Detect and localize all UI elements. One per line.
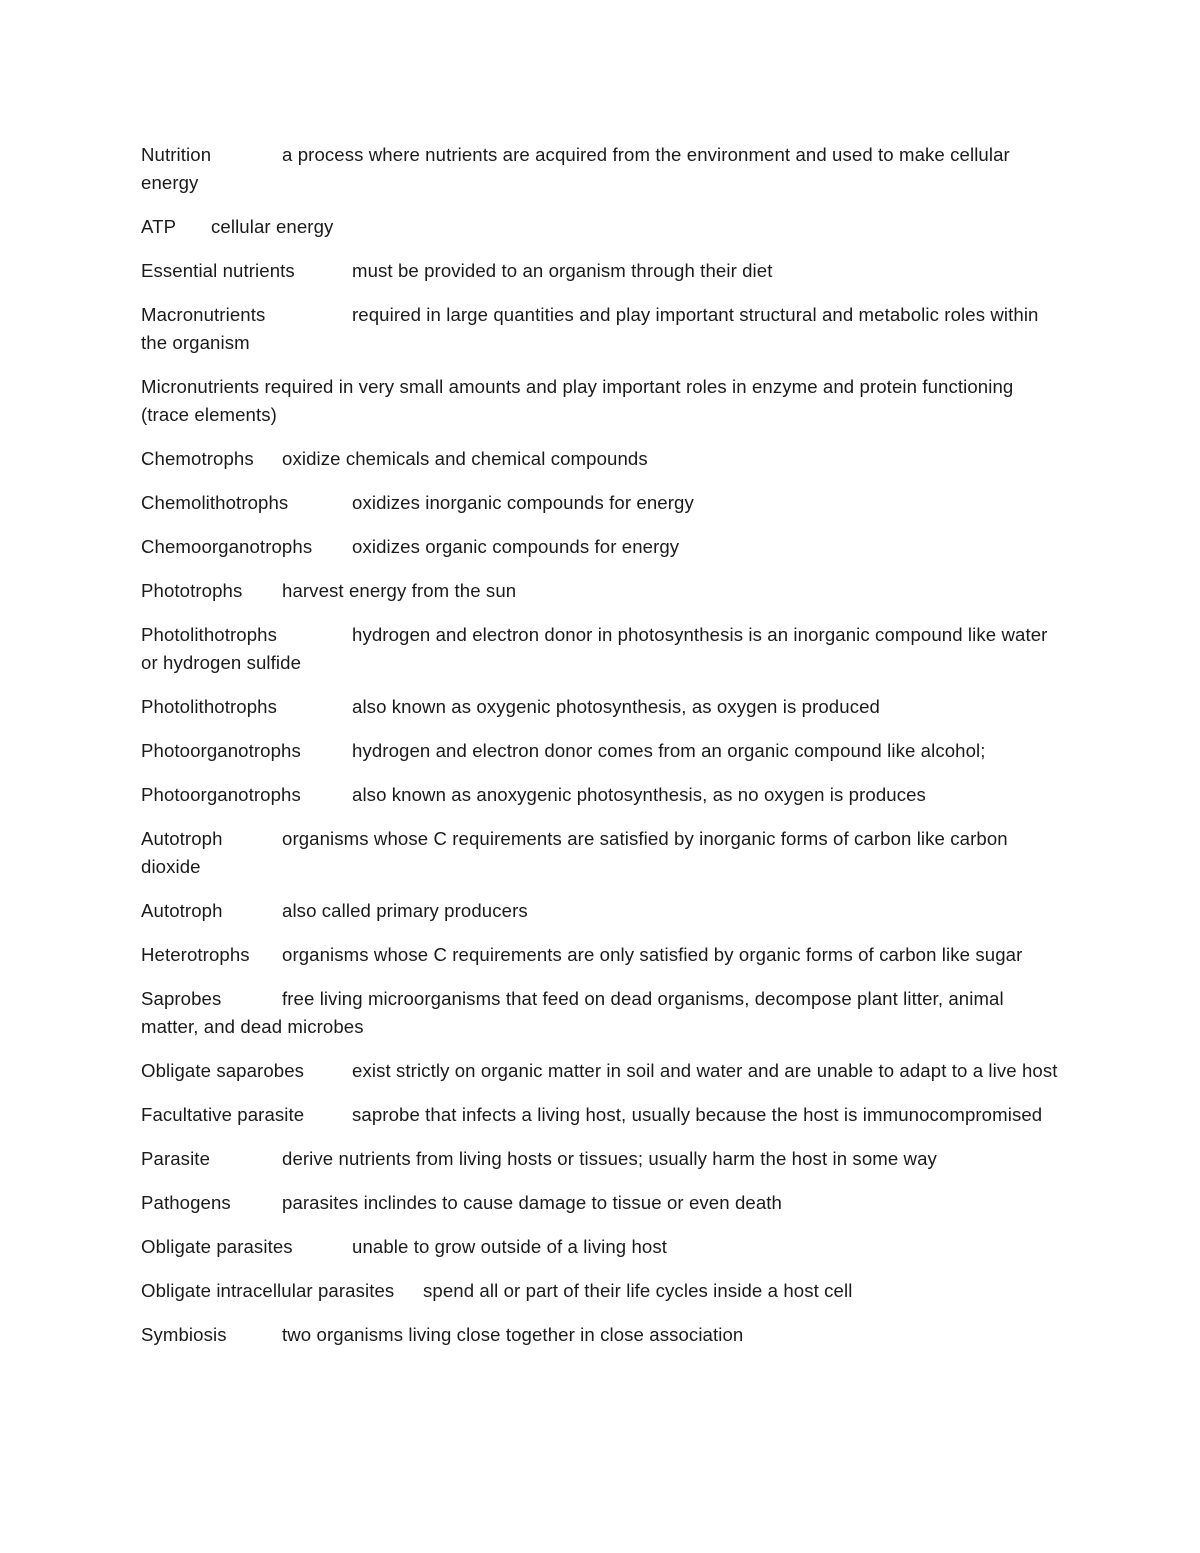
entry-term: Micronutrients: [141, 376, 260, 397]
glossary-entry: [141, 941, 1059, 969]
glossary-entry: [141, 1145, 1059, 1173]
entry-term: Chemolithotrophs: [141, 492, 289, 513]
entry-term: Facultative parasite: [141, 1104, 305, 1125]
glossary-entry: [141, 737, 1059, 765]
entry-term: Obligate intracellular parasites: [141, 1280, 395, 1301]
glossary-entry: [141, 373, 1059, 429]
glossary-entry: [141, 577, 1059, 605]
glossary-entry: [141, 897, 1059, 925]
entry-definition: a process where nutrients are acquired from the environment and used to make cellular energy: [141, 144, 1010, 193]
entry-term: Saprobes: [141, 988, 222, 1009]
glossary-entry: [141, 693, 1059, 721]
glossary-entry: [141, 1277, 1059, 1305]
entry-definition: oxidizes inorganic compounds for energy: [352, 492, 694, 513]
glossary-entry: [141, 1101, 1059, 1129]
glossary-entry: [141, 301, 1059, 357]
entry-definition: hydrogen and electron donor comes from an organic compound like alcohol;: [352, 740, 986, 761]
glossary-entry: [141, 825, 1059, 881]
glossary-entry: [141, 257, 1059, 285]
entry-definition: unable to grow outside of a living host: [352, 1236, 668, 1257]
entry-term: Phototrophs: [141, 580, 243, 601]
entry-definition: also known as anoxygenic photosynthesis, as no oxygen is produces: [352, 784, 926, 805]
entry-term: Nutrition: [141, 144, 212, 165]
entry-term: Autotroph: [141, 900, 223, 921]
entry-definition: organisms whose C requirements are only satisfied by organic forms of carbon like sugar: [282, 944, 1023, 965]
entry-definition: saprobe that infects a living host, usually because the host is immunocompromised: [352, 1104, 1043, 1125]
glossary-entry: [141, 533, 1059, 561]
entry-definition: parasites inclindes to cause damage to tissue or even death: [282, 1192, 782, 1213]
entry-term: Photoorganotrophs: [141, 740, 301, 761]
entry-term: Pathogens: [141, 1192, 231, 1213]
glossary-entry: [141, 1321, 1059, 1349]
entry-definition: exist strictly on organic matter in soil and water and are unable to adapt to a live host: [352, 1060, 1058, 1081]
entry-definition: also known as oxygenic photosynthesis, as oxygen is produced: [352, 696, 880, 717]
glossary-entry: [141, 213, 1059, 241]
entry-definition: oxidize chemicals and chemical compounds: [282, 448, 648, 469]
entry-definition: cellular energy: [211, 216, 334, 237]
entry-definition: oxidizes organic compounds for energy: [352, 536, 680, 557]
entry-term: Chemotrophs: [141, 448, 254, 469]
entry-term: Photolithotrophs: [141, 624, 277, 645]
entry-definition: must be provided to an organism through their diet: [352, 260, 773, 281]
entry-definition: free living microorganisms that feed on dead organisms, decompose plant litter, animal matter, and dead microbes: [141, 988, 1004, 1037]
entry-definition: hydrogen and electron donor in photosynthesis is an inorganic compound like water or hydrogen sulfide: [141, 624, 1048, 673]
glossary-list: [141, 141, 1059, 1365]
entry-definition: derive nutrients from living hosts or tissues; usually harm the host in some way: [282, 1148, 937, 1169]
entry-term: Heterotrophs: [141, 944, 250, 965]
entry-definition: required in large quantities and play important structural and metabolic roles within the organism: [141, 304, 1039, 353]
glossary-entry: [141, 621, 1059, 677]
glossary-entry: [141, 489, 1059, 517]
entry-definition: two organisms living close together in close association: [282, 1324, 744, 1345]
entry-definition: spend all or part of their life cycles inside a host cell: [423, 1280, 853, 1301]
entry-term: Parasite: [141, 1148, 211, 1169]
entry-term: Essential nutrients: [141, 260, 295, 281]
glossary-entry: [141, 141, 1059, 197]
glossary-entry: [141, 985, 1059, 1041]
glossary-entry: [141, 1233, 1059, 1261]
glossary-entry: [141, 1189, 1059, 1217]
entry-term: Obligate saparobes: [141, 1060, 305, 1081]
entry-term: Photolithotrophs: [141, 696, 277, 717]
entry-term: ATP: [141, 216, 177, 237]
entry-term: Chemoorganotrophs: [141, 536, 313, 557]
entry-term: Macronutrients: [141, 304, 266, 325]
entry-definition: harvest energy from the sun: [282, 580, 517, 601]
entry-definition: required in very small amounts and play important roles in enzyme and protein functioning (trace elements): [141, 376, 1014, 425]
glossary-entry: [141, 1057, 1059, 1085]
glossary-entry: [141, 781, 1059, 809]
glossary-entry: [141, 445, 1059, 473]
entry-term: Photoorganotrophs: [141, 784, 301, 805]
entry-definition: also called primary producers: [282, 900, 528, 921]
entry-term: Autotroph: [141, 828, 223, 849]
entry-term: Obligate parasites: [141, 1236, 293, 1257]
entry-term: Symbiosis: [141, 1324, 227, 1345]
entry-definition: organisms whose C requirements are satisfied by inorganic forms of carbon like carbon dioxide: [141, 828, 1008, 877]
